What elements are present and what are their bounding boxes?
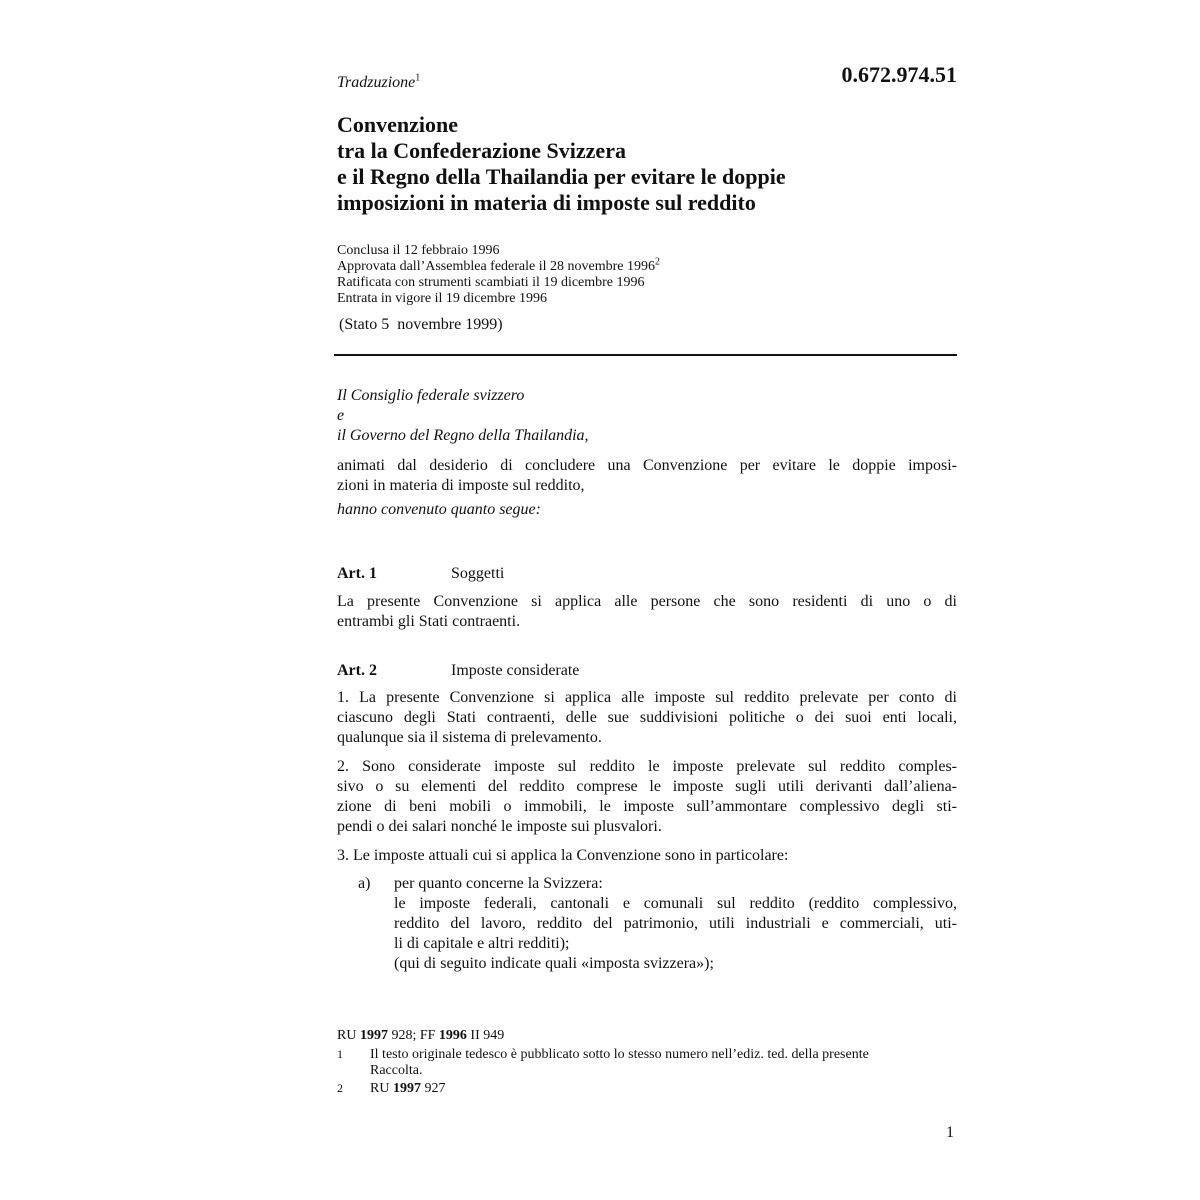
preamble-conj: e [337, 407, 345, 424]
paragraph-line: pendi o dei salari nonché le imposte sui plusvalori. [337, 818, 662, 835]
list-line: (qui di seguito indicate quali «imposta svizzera»); [394, 955, 714, 972]
header-divider [334, 354, 957, 356]
title-line: Convenzione [337, 112, 458, 137]
ref-ff-year: 1996 [438, 1028, 467, 1043]
footnote-2 [337, 1081, 957, 1099]
list-letter: a) [358, 875, 371, 892]
concluded-date: Conclusa il 12 febbraio 1996 [337, 243, 500, 258]
article-number: Art. 2 [337, 662, 377, 679]
ref-ff-rest: II 949 [466, 1028, 505, 1043]
ref-ru-rest: 928; FF [387, 1028, 439, 1043]
ref-ru-label: RU [337, 1028, 360, 1043]
document-title [337, 112, 957, 216]
sr-number: 0.672.974.51 [841, 62, 957, 87]
ref-ru-year: 1997 [359, 1028, 388, 1043]
preamble-agreed: hanno convenuto quanto segue: [337, 501, 541, 518]
footnote-1 [337, 1047, 957, 1081]
document-page [337, 0, 957, 1200]
footnote-number: 1 [337, 1047, 343, 1061]
approved-date-text: Approvata dall’Assemblea federale il 28 novembre 1996 [337, 259, 656, 274]
title-line: tra la Confederazione Svizzera [337, 138, 626, 163]
paragraph-line: 2. Sono considerate imposte sul reddito le imposte prelevate sul reddito comples- [337, 758, 957, 775]
footnote-ru-year: 1997 [392, 1081, 421, 1096]
in-force-date: Entrata in vigore il 19 dicembre 1996 [337, 291, 547, 306]
article-text-line: La presente Convenzione si applica alle persone che sono residenti di uno o di [337, 593, 957, 610]
preamble-motive-line: animati dal desiderio di concludere una Convenzione per evitare le doppie imposi- [337, 457, 957, 474]
paragraph-line: zione di beni mobili o immobili, le imposte sull’ammontare complessivo degli sti- [337, 798, 957, 815]
paragraph-line: 1. La presente Convenzione si applica alle imposte sul reddito prelevate per conto di [337, 689, 957, 706]
footnote-line: Il testo originale tedesco è pubblicato sotto lo stesso numero nell’ediz. ted. della presente [370, 1047, 869, 1062]
list-item-a [337, 874, 957, 984]
list-line: li di capitale e altri redditi); [394, 935, 570, 952]
official-reference [337, 1028, 504, 1044]
footnote-ru-label: RU [370, 1081, 393, 1096]
preamble-party2: il Governo del Regno della Thailandia, [337, 427, 589, 444]
article-number: Art. 1 [337, 565, 377, 582]
preamble-motive-line: zioni in materia di imposte sul reddito, [337, 477, 585, 494]
footnote-ref-2: 2 [655, 256, 661, 268]
footnote-number: 2 [337, 1081, 343, 1095]
article-heading [337, 564, 504, 584]
paragraph-line: 3. Le imposte attuali cui si applica la Convenzione sono in particolare: [337, 847, 789, 864]
translation-label [337, 74, 420, 92]
paragraph-line: qualunque sia il sistema di prelevamento. [337, 729, 602, 746]
list-line: reddito del lavoro, reddito del patrimonio, utili industriali e commerciali, uti- [394, 915, 957, 932]
footnote-text [370, 1047, 957, 1079]
preamble-party1: Il Consiglio federale svizzero [337, 387, 525, 404]
list-line: le imposte federali, cantonali e comunali sul reddito (reddito complessivo, [394, 895, 957, 912]
state-date: (Stato 5 novembre 1999) [339, 316, 503, 333]
article-title: Soggetti [451, 565, 505, 582]
title-line: imposizioni in materia di imposte sul reddito [337, 190, 756, 215]
footnote-ru-rest: 927 [420, 1081, 446, 1096]
article-text-line: entrambi gli Stati contraenti. [337, 613, 521, 630]
list-body [394, 874, 957, 974]
paragraph-line: sivo o su elementi del reddito comprese le imposte sugli utili derivanti dall’aliena- [337, 778, 957, 795]
footnote-ref-1: 1 [415, 72, 421, 84]
title-line: e il Regno della Thailandia per evitare le doppie [337, 164, 786, 189]
dates-block [337, 243, 957, 307]
translation-label-text: Tradzuzione [337, 74, 416, 91]
approved-date [337, 256, 957, 275]
article-title: Imposte considerate [451, 662, 580, 679]
paragraph-line: ciascuno degli Stati contraenti, delle sue suddivisioni politiche o dei suoi enti locali, [337, 709, 957, 726]
article-heading [337, 661, 579, 681]
footnote-line: Raccolta. [370, 1063, 423, 1078]
ratified-date: Ratificata con strumenti scambiati il 19 dicembre 1996 [337, 275, 645, 290]
page-number: 1 [946, 1124, 954, 1141]
list-line: per quanto concerne la Svizzera: [394, 875, 603, 892]
footnote-text [370, 1081, 957, 1097]
